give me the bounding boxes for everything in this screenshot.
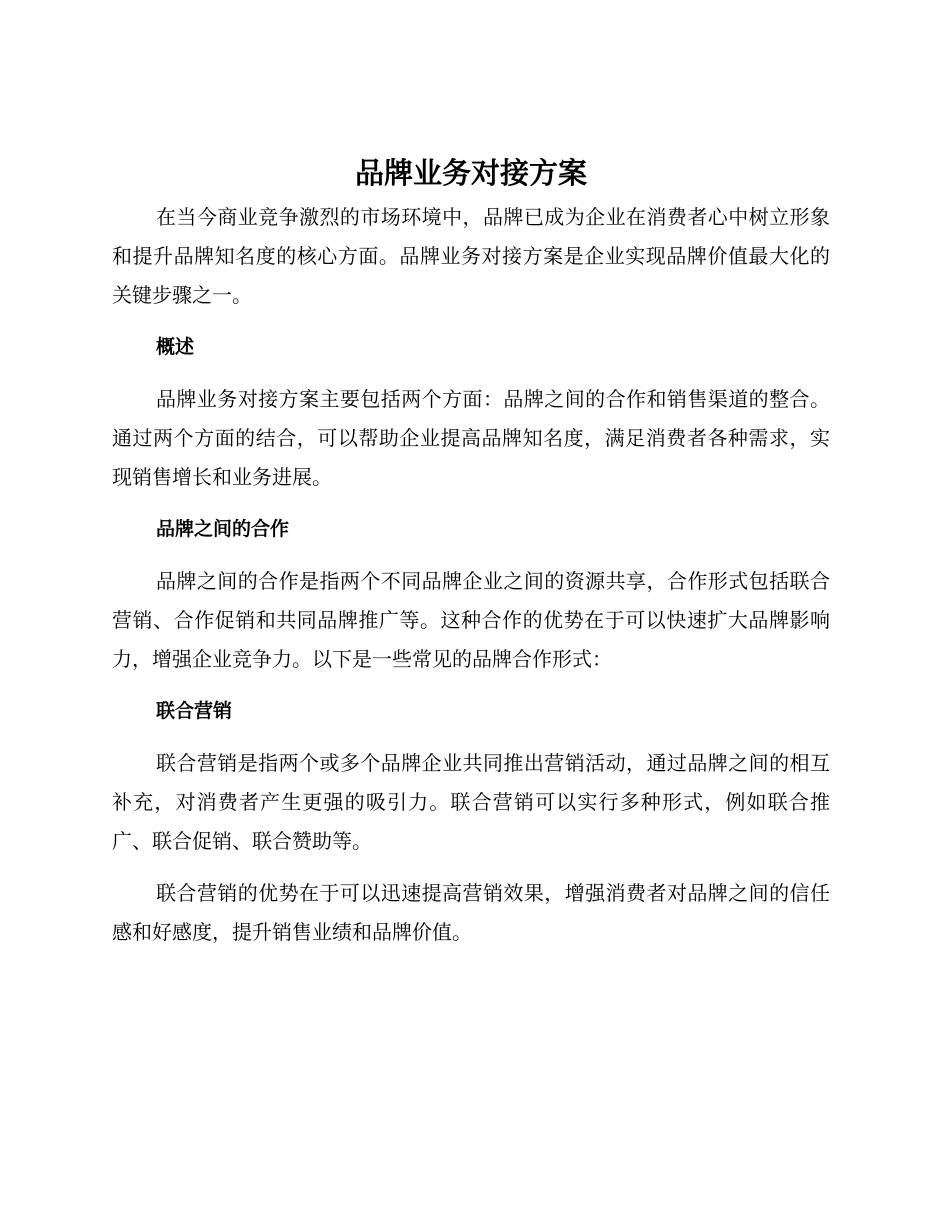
section-heading-brand-cooperation: 品牌之间的合作 <box>156 518 290 540</box>
joint-marketing-paragraph-2: 联合营销的优势在于可以迅速提高营销效果，增强消费者对品牌之间的信任感和好感度，提升销售业绩和品牌价值。 <box>112 881 830 944</box>
brand-cooperation-paragraph: 品牌之间的合作是指两个不同品牌企业之间的资源共享，合作形式包括联合营销、合作促销和共同品牌推广等。这种合作的优势在于可以快速扩大品牌影响力，增强企业竞争力。以下是一些常见的品牌合作形式： <box>112 569 830 671</box>
intro-paragraph: 在当今商业竞争激烈的市场环境中，品牌已成为企业在消费者心中树立形象和提升品牌知名度的核心方面。品牌业务对接方案是企业实现品牌价值最大化的关键步骤之一。 <box>112 205 830 307</box>
document-title: 品牌业务对接方案 <box>354 156 587 190</box>
section-heading-overview: 概述 <box>156 336 195 358</box>
document-body <box>112 148 830 952</box>
overview-paragraph: 品牌业务对接方案主要包括两个方面：品牌之间的合作和销售渠道的整合。通过两个方面的结合，可以帮助企业提高品牌知名度，满足消费者各种需求，实现销售增长和业务进展。 <box>112 387 830 489</box>
joint-marketing-paragraph-1: 联合营销是指两个或多个品牌企业共同推出营销活动，通过品牌之间的相互补充，对消费者产生更强的吸引力。联合营销可以实行多种形式，例如联合推广、联合促销、联合赞助等。 <box>112 751 830 853</box>
section-heading-joint-marketing: 联合营销 <box>156 700 233 722</box>
